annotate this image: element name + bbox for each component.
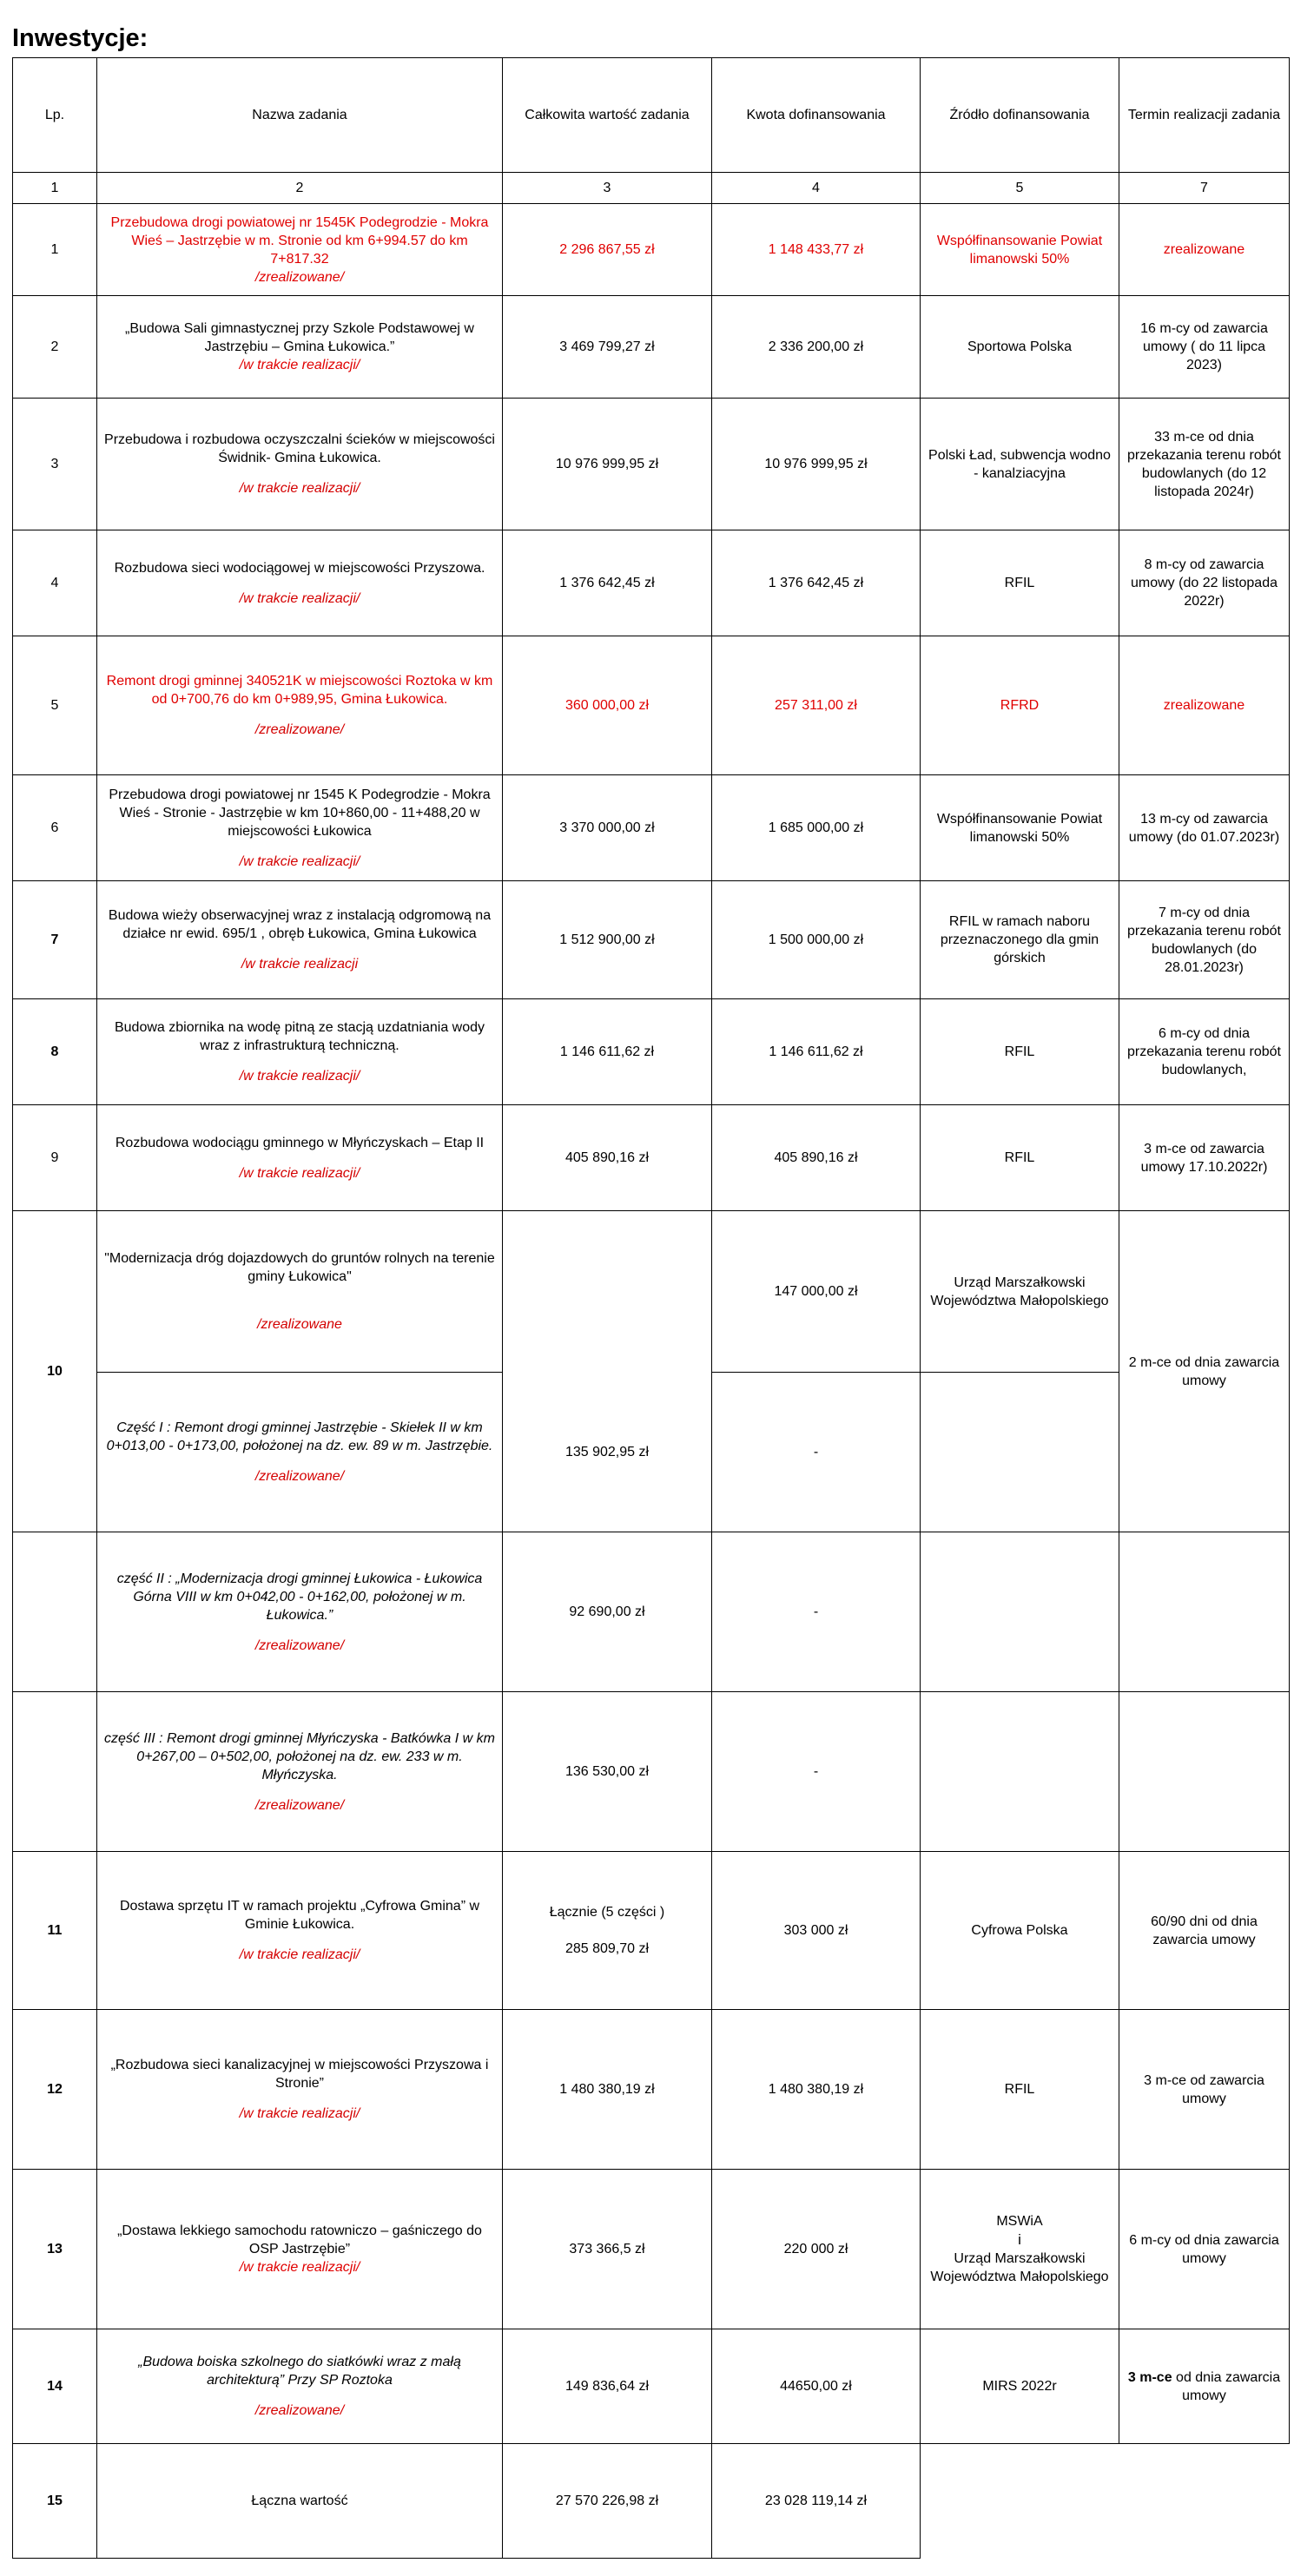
completion-term: 33 m-ce od dnia przekazania terenu robót budowlanych (do 12 listopada 2024r) bbox=[1119, 399, 1290, 530]
task-name bbox=[97, 399, 503, 530]
task-status: /w trakcie realizacji/ bbox=[239, 1165, 360, 1181]
task-status: /zrealizowane/ bbox=[254, 1469, 345, 1484]
funding-source: RFRD bbox=[921, 636, 1119, 775]
total-value: 10 976 999,95 zł bbox=[503, 399, 712, 530]
row-number: 6 bbox=[13, 775, 97, 881]
task-name bbox=[97, 775, 503, 881]
total-value: 2 296 867,55 zł bbox=[503, 204, 712, 296]
task-name-text: Budowa zbiornika na wodę pitną ze stacją uzdatniania wody wraz z infrastrukturą techniczną. bbox=[114, 1020, 485, 1053]
completion-term: 3 m-ce od zawarcia umowy bbox=[1119, 2010, 1290, 2170]
header-term: Termin realizacji zadania bbox=[1119, 58, 1290, 173]
completion-term: zrealizowane bbox=[1119, 204, 1290, 296]
funding-source: MIRS 2022r bbox=[921, 2329, 1119, 2444]
total-value: 27 570 226,98 zł bbox=[503, 2444, 712, 2559]
task-name bbox=[97, 2329, 503, 2444]
task-name bbox=[97, 296, 503, 399]
column-numbers-row bbox=[13, 173, 1290, 204]
total-label: Łącznie (5 części ) bbox=[549, 1905, 665, 1920]
table-row bbox=[13, 881, 1290, 999]
funding-amount: 220 000 zł bbox=[712, 2170, 921, 2329]
task-status: /w trakcie realizacji/ bbox=[239, 1947, 360, 1962]
task-name bbox=[97, 1692, 503, 1852]
completion-term: 3 m-ce od zawarcia umowy 17.10.2022r) bbox=[1119, 1105, 1290, 1211]
total-value: 1 480 380,19 zł bbox=[503, 2010, 712, 2170]
task-status: /w trakcie realizacji/ bbox=[239, 358, 360, 372]
funding-amount: 2 336 200,00 zł bbox=[712, 296, 921, 399]
funding-amount: 1 500 000,00 zł bbox=[712, 881, 921, 999]
task-status: /w trakcie realizacji/ bbox=[239, 481, 360, 496]
total-value: 3 469 799,27 zł bbox=[503, 296, 712, 399]
funding-source bbox=[921, 1692, 1119, 1852]
table-row bbox=[13, 1532, 1290, 1692]
total-value: 149 836,64 zł bbox=[503, 2329, 712, 2444]
task-status: /zrealizowane/ bbox=[254, 1637, 345, 1653]
table-row bbox=[13, 999, 1290, 1105]
funding-amount: 257 311,00 zł bbox=[712, 636, 921, 775]
funding-amount: 23 028 119,14 zł bbox=[712, 2444, 921, 2559]
task-name-text: część III : Remont drogi gminnej Młyńczyska - Batkówka I w km 0+267,00 – 0+502,00, położonej na dz. ew. 233 w m. Młyńczyska. bbox=[104, 1730, 495, 1782]
colnum-7: 7 bbox=[1119, 173, 1290, 204]
funding-source: RFIL bbox=[921, 2010, 1119, 2170]
funding-source bbox=[921, 1373, 1119, 1532]
task-name bbox=[97, 1852, 503, 2010]
completion-term: 7 m-cy od dnia przekazania terenu robót budowlanych (do 28.01.2023r) bbox=[1119, 881, 1290, 999]
colnum-5: 5 bbox=[921, 173, 1119, 204]
total-value: 360 000,00 zł bbox=[503, 636, 712, 775]
funding-source: RFIL bbox=[921, 999, 1119, 1105]
completion-term: 2 m-ce od dnia zawarcia umowy bbox=[1119, 1211, 1290, 1532]
total-value: 373 366,5 zł bbox=[503, 2170, 712, 2329]
row-number bbox=[13, 1532, 97, 1692]
task-status: /zrealizowane/ bbox=[254, 2403, 345, 2418]
row-number: 11 bbox=[13, 1852, 97, 2010]
funding-amount: 1 376 642,45 zł bbox=[712, 530, 921, 636]
source-line-3: Urząd Marszałkowski Województwa Małopolskiego bbox=[930, 2251, 1109, 2284]
task-name-text: Budowa wieży obserwacyjnej wraz z instalacją odgromową na działce nr ewid. 695/1 , obręb Łukowica, Gmina Łukowica bbox=[108, 908, 492, 941]
table-row bbox=[13, 296, 1290, 399]
row-number: 2 bbox=[13, 296, 97, 399]
row-number: 4 bbox=[13, 530, 97, 636]
funding-source: Sportowa Polska bbox=[921, 296, 1119, 399]
completion-term: 16 m-cy od zawarcia umowy ( do 11 lipca 2023) bbox=[1119, 296, 1290, 399]
table-row bbox=[13, 530, 1290, 636]
funding-amount: 147 000,00 zł bbox=[712, 1211, 921, 1373]
task-name-text: „Rozbudowa sieci kanalizacyjnej w miejscowości Przyszowa i Stronie” bbox=[110, 2058, 489, 2091]
table-row bbox=[13, 1105, 1290, 1211]
task-name bbox=[97, 1211, 503, 1373]
header-name: Nazwa zadania bbox=[97, 58, 503, 173]
funding-source: Współfinansowanie Powiat limanowski 50% bbox=[921, 775, 1119, 881]
funding-amount: 1 685 000,00 zł bbox=[712, 775, 921, 881]
table-row bbox=[13, 1211, 1290, 1373]
funding-source: RFIL w ramach naboru przeznaczonego dla gmin górskich bbox=[921, 881, 1119, 999]
completion-term: 6 m-cy od dnia przekazania terenu robót budowlanych, bbox=[1119, 999, 1290, 1105]
table-row bbox=[13, 1852, 1290, 2010]
task-name bbox=[97, 1373, 503, 1532]
row-number: 3 bbox=[13, 399, 97, 530]
total-value: 92 690,00 zł bbox=[503, 1532, 712, 1692]
row-number: 15 bbox=[13, 2444, 97, 2559]
total-label: Łączna wartość bbox=[97, 2444, 503, 2559]
funding-amount: 405 890,16 zł bbox=[712, 1105, 921, 1211]
funding-amount: 303 000 zł bbox=[712, 1852, 921, 2010]
total-value: 136 530,00 zł bbox=[503, 1692, 712, 1852]
source-line-2: i bbox=[1018, 2231, 1021, 2248]
task-name-text: „Budowa Sali gimnastycznej przy Szkole Podstawowej w Jastrzębiu – Gmina Łukowica.” bbox=[125, 321, 474, 354]
term-bold: 3 m-ce bbox=[1127, 2369, 1172, 2385]
funding-amount: 44650,00 zł bbox=[712, 2329, 921, 2444]
task-name-text: „Budowa boiska szkolnego do siatkówki wraz z małą architekturą” Przy SP Roztoka bbox=[138, 2355, 461, 2388]
table-row bbox=[13, 775, 1290, 881]
task-name-text: Część I : Remont drogi gminnej Jastrzębie - Skiełek II w km 0+013,00 - 0+173,00, położonej na dz. ew. 89 w m. Jastrzębie. bbox=[106, 1420, 493, 1453]
colnum-4: 4 bbox=[712, 173, 921, 204]
task-status: /w trakcie realizacji/ bbox=[239, 2260, 360, 2275]
total-value: 1 376 642,45 zł bbox=[503, 530, 712, 636]
task-status: /w trakcie realizacji/ bbox=[239, 853, 360, 869]
table-row bbox=[13, 2170, 1290, 2329]
funding-source: Polski Ład, subwencja wodno - kanalziacyjna bbox=[921, 399, 1119, 530]
empty-cell bbox=[1119, 2444, 1290, 2559]
completion-term: 6 m-cy od dnia zawarcia umowy bbox=[1119, 2170, 1290, 2329]
funding-amount: 10 976 999,95 zł bbox=[712, 399, 921, 530]
funding-source: RFIL bbox=[921, 1105, 1119, 1211]
task-name bbox=[97, 1532, 503, 1692]
term-rest: od dnia zawarcia umowy bbox=[1172, 2369, 1281, 2403]
table-row bbox=[13, 204, 1290, 296]
task-name-text: "Modernizacja dróg dojazdowych do gruntów rolnych na terenie gminy Łukowica" bbox=[104, 1251, 495, 1284]
table-row bbox=[13, 2010, 1290, 2170]
task-name bbox=[97, 530, 503, 636]
table-row bbox=[13, 2444, 1290, 2559]
investments-table bbox=[12, 57, 1290, 2559]
row-number: 1 bbox=[13, 204, 97, 296]
total-value: 135 902,95 zł bbox=[503, 1373, 712, 1532]
table-row bbox=[13, 2329, 1290, 2444]
task-name bbox=[97, 1105, 503, 1211]
colnum-1: 1 bbox=[13, 173, 97, 204]
funding-amount: - bbox=[712, 1692, 921, 1852]
header-row bbox=[13, 58, 1290, 173]
funding-amount: - bbox=[712, 1532, 921, 1692]
funding-source bbox=[921, 1532, 1119, 1692]
row-number: 9 bbox=[13, 1105, 97, 1211]
task-name-text: część II : „Modernizacja drogi gminnej Łukowica - Łukowica Górna VIII w km 0+042,00 - 0+162,00, położonej w m. Łukowica.” bbox=[116, 1571, 483, 1623]
table-row bbox=[13, 636, 1290, 775]
row-number: 10 bbox=[13, 1211, 97, 1532]
source-line-1: MSWiA bbox=[996, 2214, 1043, 2229]
row-number: 14 bbox=[13, 2329, 97, 2444]
total-value: 1 512 900,00 zł bbox=[503, 881, 712, 999]
task-name bbox=[97, 881, 503, 999]
total-value: 3 370 000,00 zł bbox=[503, 775, 712, 881]
task-name-text: Rozbudowa sieci wodociągowej w miejscowości Przyszowa. bbox=[114, 560, 485, 576]
task-status: /zrealizowane/ bbox=[254, 722, 345, 737]
total-value: 405 890,16 zł bbox=[503, 1105, 712, 1211]
task-name bbox=[97, 2170, 503, 2329]
funding-source: Współfinansowanie Powiat limanowski 50% bbox=[921, 204, 1119, 296]
completion-term bbox=[1119, 1692, 1290, 1852]
funding-source: Urząd Marszałkowski Województwa Małopolskiego bbox=[921, 1211, 1119, 1373]
funding-amount: 1 480 380,19 zł bbox=[712, 2010, 921, 2170]
total-value: 1 146 611,62 zł bbox=[503, 999, 712, 1105]
table-row bbox=[13, 399, 1290, 530]
row-number: 13 bbox=[13, 2170, 97, 2329]
task-name-text: Przebudowa drogi powiatowej nr 1545K Podegrodzie - Mokra Wieś – Jastrzębie w m. Stronie od km 6+994.57 do km 7+817.32 bbox=[110, 214, 489, 267]
header-source: Źródło dofinansowania bbox=[921, 58, 1119, 173]
total-value bbox=[503, 1852, 712, 2010]
table-row bbox=[13, 1373, 1290, 1532]
funding-amount: 1 148 433,77 zł bbox=[712, 204, 921, 296]
colnum-2: 2 bbox=[97, 173, 503, 204]
header-funding: Kwota dofinansowania bbox=[712, 58, 921, 173]
completion-term bbox=[1119, 1532, 1290, 1692]
task-name-text: Remont drogi gminnej 340521K w miejscowości Roztoka w km od 0+700,76 do km 0+989,95, Gmina Łukowica. bbox=[106, 674, 493, 707]
task-name bbox=[97, 2010, 503, 2170]
funding-source: Cyfrowa Polska bbox=[921, 1852, 1119, 2010]
completion-term: 13 m-cy od zawarcia umowy (do 01.07.2023r) bbox=[1119, 775, 1290, 881]
total-amount: 285 809,70 zł bbox=[564, 1941, 650, 1956]
funding-source: RFIL bbox=[921, 530, 1119, 636]
page-title: Inwestycje: bbox=[12, 24, 149, 52]
task-name-text: „Dostawa lekkiego samochodu ratowniczo – gaśniczego do OSP Jastrzębie” bbox=[117, 2224, 482, 2256]
task-status: /zrealizowane/ bbox=[254, 1797, 345, 1813]
funding-source bbox=[921, 2170, 1119, 2329]
task-name-text: Przebudowa drogi powiatowej nr 1545 K Podegrodzie - Mokra Wieś - Stronie - Jastrzębie w km 10+860,00 - 11+488,20 w miejscowości Łukowica bbox=[109, 787, 491, 839]
task-name-text: Przebudowa i rozbudowa oczyszczalni ścieków w miejscowości Świdnik- Gmina Łukowica. bbox=[104, 432, 495, 465]
row-number: 7 bbox=[13, 881, 97, 999]
task-status: /zrealizowane bbox=[257, 1317, 342, 1332]
task-status: /w trakcie realizacji/ bbox=[239, 1069, 360, 1084]
row-number: 12 bbox=[13, 2010, 97, 2170]
completion-term bbox=[1119, 2329, 1290, 2444]
task-name-text: Dostawa sprzętu IT w ramach projektu „Cyfrowa Gmina” w Gminie Łukowica. bbox=[119, 1899, 480, 1932]
table-row bbox=[13, 1692, 1290, 1852]
colnum-3: 3 bbox=[503, 173, 712, 204]
task-name bbox=[97, 204, 503, 296]
row-number bbox=[13, 1692, 97, 1852]
row-number: 5 bbox=[13, 636, 97, 775]
completion-term: 60/90 dni od dnia zawarcia umowy bbox=[1119, 1852, 1290, 2010]
funding-amount: 1 146 611,62 zł bbox=[712, 999, 921, 1105]
completion-term: 8 m-cy od zawarcia umowy (do 22 listopada 2022r) bbox=[1119, 530, 1290, 636]
empty-cell bbox=[921, 2444, 1119, 2559]
task-status: /zrealizowane/ bbox=[254, 269, 345, 285]
task-status: /w trakcie realizacji/ bbox=[239, 590, 360, 606]
header-lp: Lp. bbox=[13, 58, 97, 173]
completion-term: zrealizowane bbox=[1119, 636, 1290, 775]
task-name bbox=[97, 999, 503, 1105]
total-value bbox=[503, 1211, 712, 1373]
task-name bbox=[97, 636, 503, 775]
task-status: /w trakcie realizacji/ bbox=[239, 2106, 360, 2121]
task-name-text: Rozbudowa wodociągu gminnego w Młyńczyskach – Etap II bbox=[115, 1135, 485, 1150]
header-total: Całkowita wartość zadania bbox=[503, 58, 712, 173]
row-number: 8 bbox=[13, 999, 97, 1105]
task-status: /w trakcie realizacji bbox=[241, 957, 359, 972]
funding-amount: - bbox=[712, 1373, 921, 1532]
